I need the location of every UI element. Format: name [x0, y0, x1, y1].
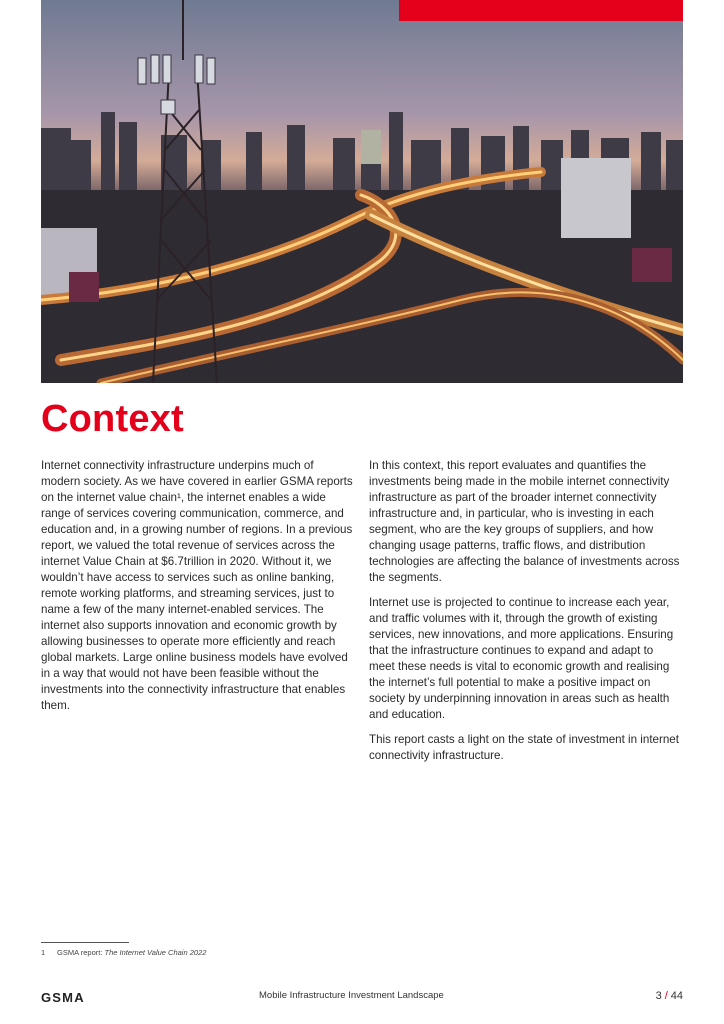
page-number — [656, 990, 683, 1002]
city-highway-illustration — [41, 0, 683, 383]
current-page: 3 — [655, 990, 662, 1002]
gsma-logo: GSMA — [41, 990, 85, 1005]
hero-image — [41, 0, 683, 383]
red-accent-bar — [399, 0, 683, 21]
left-paragraph-1: Internet connectivity infrastructure underpins much of modern society. As we have covered in earlier GSMA reports on the internet value chain¹, the internet enables a wide range of services covering communication, commerce, and education and, in a growing number of regions. In a previous report, we valued the total revenue of services across the internet Value Chain at $6.7trillion in 2020. Without it, we wouldn’t have access to services such as online banking, remote working platforms, and streaming services, just to name a few of the many internet-enabled services. The internet also supports innovation and economic growth by allowing businesses to operate more efficiently and reach global markets. Large online business models have evolved in a way that would not have been feasible without the investments into the connectivity infrastructure that enables them. — [41, 459, 353, 712]
footnote-prefix: GSMA report: — [57, 948, 105, 957]
page-separator: / — [664, 990, 668, 1002]
footnote-number: 1 — [41, 948, 46, 957]
right-paragraph-1: In this context, this report evaluates and quantifies the investments being made in the mobile internet connectivity infrastructure as part of the broader internet connectivity infrastructure and, in particular, who is investing in each segment, who are the key groups of suppliers, and how changing usage patterns, traffic flows, and distribution technologies are affecting the balance of investments across the segments. — [369, 459, 680, 584]
right-paragraph-2: Internet use is projected to continue to increase each year, and traffic volumes with it, through the growth of existing services, new innovations, and more applications. Ensuring that the infrastructure continues to expand and adapt to meet these needs is vital to economic growth and realising the internet’s full potential to make a positive impact on society by underpinning innovation in areas such as health and education. — [369, 596, 674, 721]
footnote-title: The Internet Value Chain 2022 — [104, 948, 207, 957]
footer-document-title: Mobile Infrastructure Investment Landscape — [259, 990, 444, 1001]
left-column — [41, 458, 355, 723]
total-pages: 44 — [670, 990, 683, 1002]
right-column — [369, 458, 681, 773]
right-paragraph-3: This report casts a light on the state of investment in internet connectivity infrastructure. — [369, 733, 679, 762]
page-title: Context — [41, 398, 184, 440]
footnote-rule — [41, 942, 129, 943]
footnote — [41, 948, 206, 957]
